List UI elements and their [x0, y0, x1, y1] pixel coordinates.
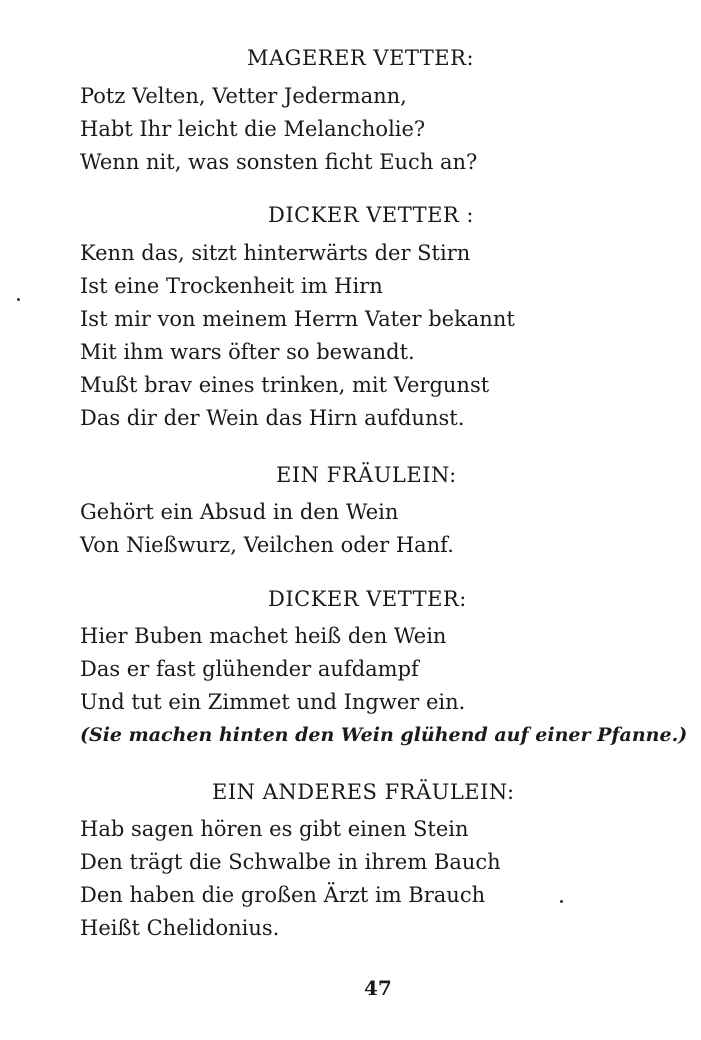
- verse-line: Den trägt die Schwalbe in ihrem Bauch: [80, 850, 501, 874]
- speaker-heading: EIN ANDERES FRÄULEIN:: [212, 780, 515, 804]
- verse-line: Potz Velten, Vetter Jedermann,: [80, 84, 407, 108]
- speaker-heading: DICKER VETTER:: [268, 587, 467, 611]
- verse-line: Mit ihm wars öfter so bewandt.: [80, 340, 415, 364]
- ink-speck: [560, 900, 563, 903]
- verse-line: Hab sagen hören es gibt einen Stein: [80, 817, 469, 841]
- verse-line: Ist eine Trockenheit im Hirn: [80, 274, 383, 298]
- verse-line: Mußt brav eines trinken, mit Vergunst: [80, 373, 490, 397]
- verse-line: Kenn das, sitzt hinterwärts der Stirn: [80, 241, 471, 265]
- verse-line: Ist mir von meinem Herrn Vater bekannt: [80, 307, 515, 331]
- verse-line: Hier Buben machet heiß den Wein: [80, 624, 447, 648]
- ink-speck: [17, 298, 20, 301]
- verse-line: Heißt Chelidonius.: [80, 916, 280, 940]
- verse-line: Habt Ihr leicht die Melancholie?: [80, 117, 426, 141]
- verse-line: Das er fast glühender aufdampf: [80, 657, 419, 681]
- stage-direction: (Sie machen hinten den Wein glühend auf einer Pfanne.): [80, 724, 688, 746]
- verse-line: Gehört ein Absud in den Wein: [80, 500, 399, 524]
- verse-line: Von Nießwurz, Veilchen oder Hanf.: [80, 533, 454, 557]
- speaker-heading: EIN FRÄULEIN:: [276, 463, 457, 487]
- speaker-heading: MAGERER VETTER:: [247, 46, 475, 70]
- verse-line: Das dir der Wein das Hirn aufdunst.: [80, 406, 465, 430]
- page-number: 47: [364, 976, 392, 1000]
- verse-line: Den haben die großen Ärzt im Brauch: [80, 883, 486, 907]
- speaker-heading: DICKER VETTER :: [268, 203, 474, 227]
- verse-line: Und tut ein Zimmet und Ingwer ein.: [80, 690, 466, 714]
- verse-line: Wenn nit, was sonsten ficht Euch an?: [80, 150, 478, 174]
